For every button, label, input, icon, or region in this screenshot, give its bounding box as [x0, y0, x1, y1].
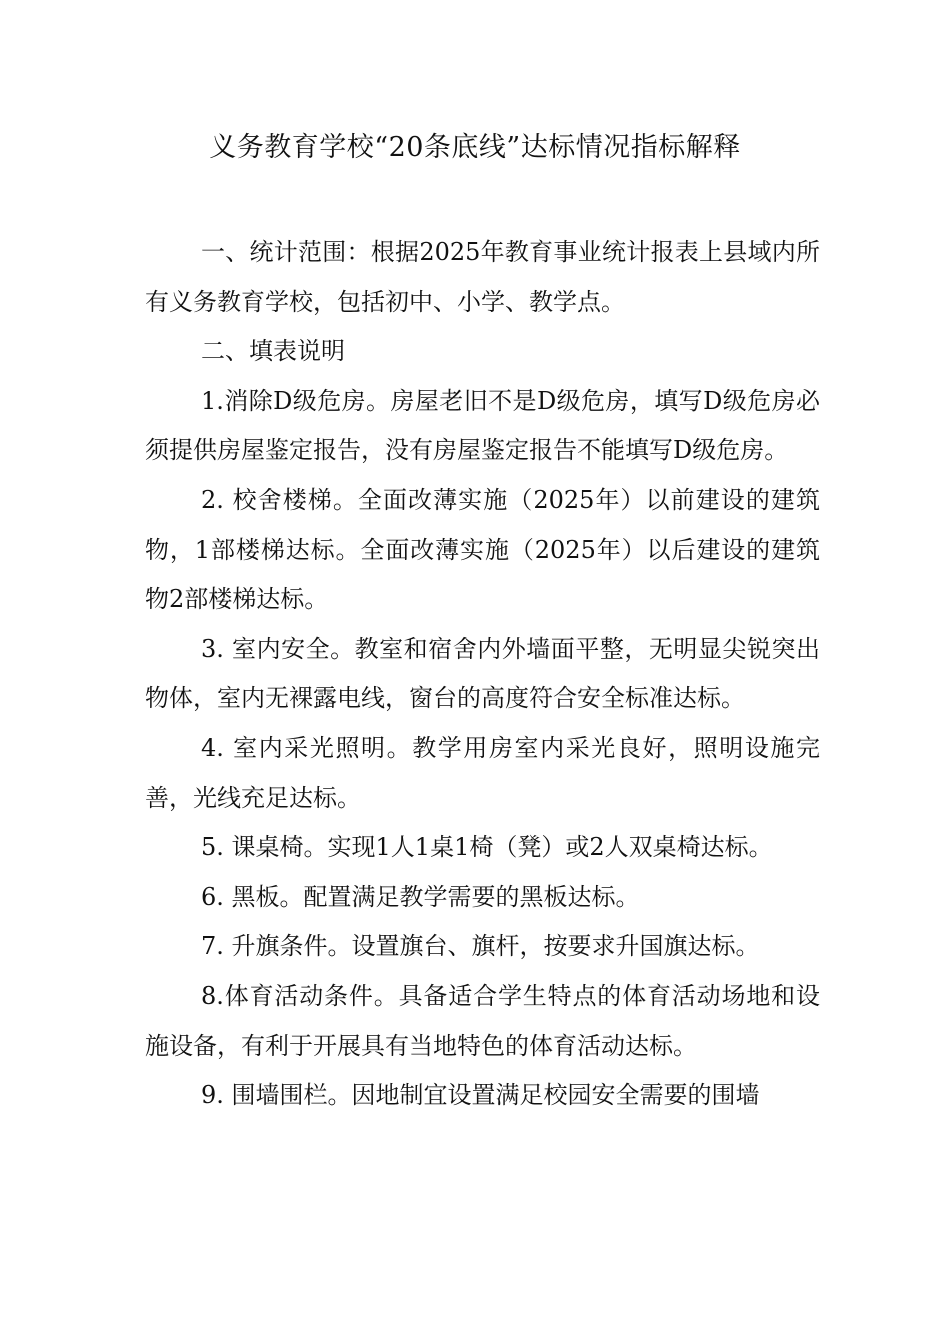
paragraph-item-1: 1.消除D级危房。房屋老旧不是D级危房，填写D级危房必须提供房屋鉴定报告，没有房屋鉴定报告不能填写D级危房。: [145, 386, 820, 465]
paragraph-item-3: 3. 室内安全。教室和宿舍内外墙面平整，无明显尖锐突出物体，室内无裸露电线，窗台的高度符合安全标准达标。: [145, 634, 820, 713]
paragraph-item-8: 8.体育活动条件。具备适合学生特点的体育活动场地和设施设备，有利于开展具有当地特色的体育活动达标。: [145, 981, 820, 1060]
paragraph-instructions-heading: 二、填表说明: [201, 337, 345, 366]
paragraph-item-6: 6. 黑板。配置满足教学需要的黑板达标。: [201, 882, 640, 911]
paragraph-item-9: 9. 围墙围栏。因地制宜设置满足校园安全需要的围墙: [201, 1081, 760, 1110]
document-title: 义务教育学校“20条底线”达标情况指标解释: [209, 132, 741, 163]
paragraph-item-4: 4. 室内采光照明。教学用房室内采光良好，照明设施完善，光线充足达标。: [145, 733, 820, 812]
paragraph-item-5: 5. 课桌椅。实现1人1桌1椅（凳）或2人双桌椅达标。: [201, 833, 773, 862]
document-body: [145, 228, 820, 1121]
paragraph-scope: 一、统计范围：根据2025年教育事业统计报表上县域内所有义务教育学校，包括初中、小学、教学点。: [145, 238, 820, 316]
paragraph-item-2: 2. 校舍楼梯。全面改薄实施（2025年）以前建设的建筑物，1部楼梯达标。全面改薄实施（2025年）以后建设的建筑物2部楼梯达标。: [145, 485, 820, 614]
paragraph-item-7: 7. 升旗条件。设置旗台、旗杆，按要求升国旗达标。: [201, 932, 760, 961]
